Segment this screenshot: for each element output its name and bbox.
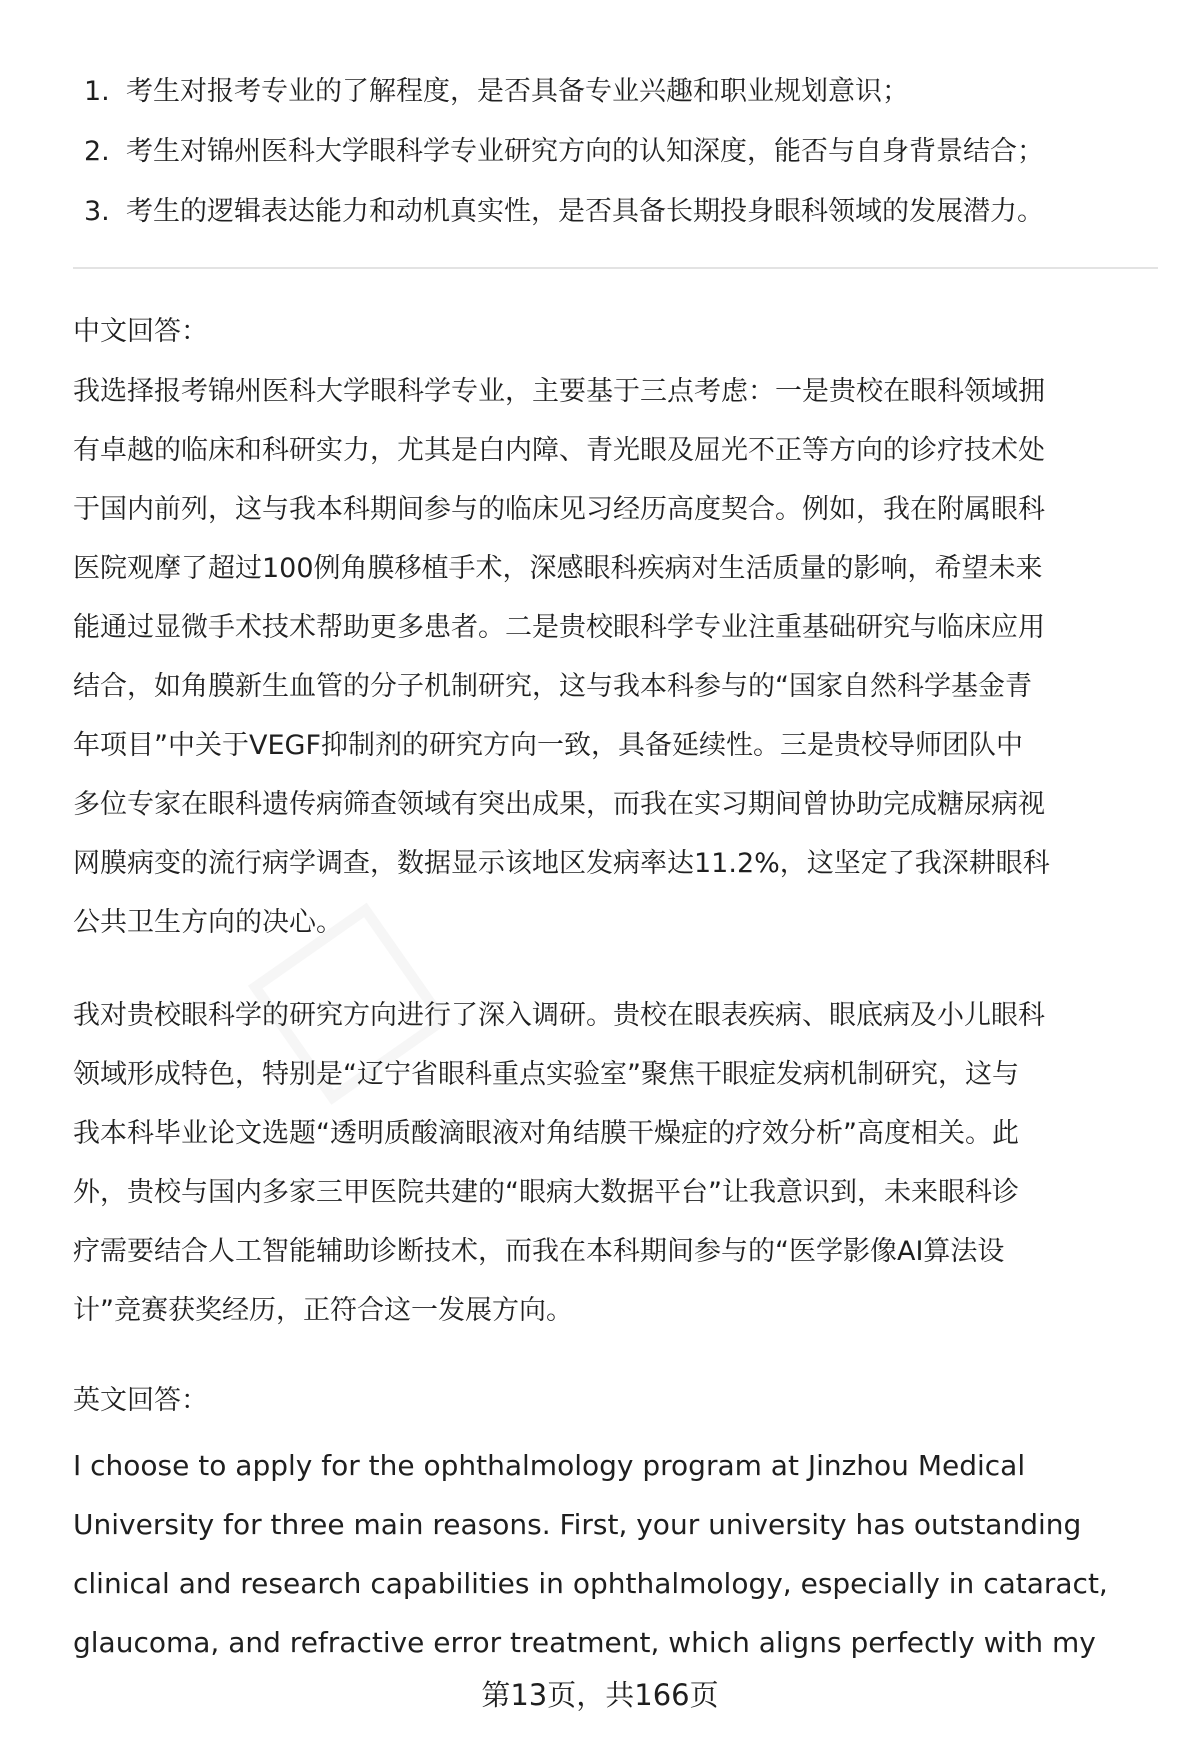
- paragraph-line: 公共卫生方向的决心。: [73, 907, 343, 938]
- paragraph-line: 有卓越的临床和科研实力，尤其是白内障、青光眼及屈光不正等方向的诊疗技术处: [73, 435, 1045, 466]
- chinese-paragraph-2: [73, 986, 1163, 1340]
- paragraph-line: 能通过显微手术技术帮助更多患者。二是贵校眼科学专业注重基础研究与临床应用: [73, 612, 1045, 643]
- paragraph-line: 于国内前列，这与我本科期间参与的临床见习经历高度契合。例如，我在附属眼科: [73, 494, 1045, 525]
- criteria-text: 考生的逻辑表达能力和动机真实性，是否具备长期投身眼科领域的发展潜力。: [126, 196, 1044, 227]
- criteria-text: 考生对报考专业的了解程度，是否具备专业兴趣和职业规划意识；: [126, 76, 909, 107]
- paragraph-line: 我对贵校眼科学的研究方向进行了深入调研。贵校在眼表疾病、眼底病及小儿眼科: [73, 1000, 1045, 1031]
- paragraph-line: I choose to apply for the ophthalmology program at Jinzhou Medical: [73, 1449, 1026, 1482]
- chinese-answer-label: 中文回答：: [73, 316, 208, 347]
- criteria-list: [84, 62, 1164, 242]
- paragraph-line: 年项目”中关于VEGF抑制剂的研究方向一致，具备延续性。三是贵校导师团队中: [73, 730, 1023, 761]
- chinese-paragraph-1: [73, 362, 1163, 952]
- criteria-item: [84, 182, 1164, 242]
- paragraph-line: 我本科毕业论文选题“透明质酸滴眼液对角结膜干燥症的疗效分析”高度相关。此: [73, 1118, 1019, 1149]
- paragraph-line: 多位专家在眼科遗传病筛查领域有突出成果，而我在实习期间曾协助完成糖尿病视: [73, 789, 1045, 820]
- paragraph-line: 疗需要结合人工智能辅助诊断技术，而我在本科期间参与的“医学影像AI算法设: [73, 1236, 1005, 1267]
- criteria-item: [84, 122, 1164, 182]
- criteria-text: 考生对锦州医科大学眼科学专业研究方向的认知深度，能否与自身背景结合；: [126, 136, 1044, 167]
- paragraph-line: University for three main reasons. First, your university has outstanding: [73, 1508, 1082, 1541]
- page-number: 第13页，共166页: [481, 1678, 719, 1712]
- criteria-number: 2.: [84, 136, 110, 167]
- paragraph-line: glaucoma, and refractive error treatment, which aligns perfectly with my: [73, 1626, 1096, 1659]
- paragraph-line: 计”竞赛获奖经历，正符合这一发展方向。: [73, 1295, 573, 1326]
- paragraph-line: 医院观摩了超过100例角膜移植手术，深感眼科疾病对生活质量的影响，希望未来: [73, 553, 1043, 584]
- criteria-number: 1.: [84, 76, 110, 107]
- paragraph-line: 网膜病变的流行病学调查，数据显示该地区发病率达11.2%，这坚定了我深耕眼科: [73, 848, 1050, 879]
- section-divider: [73, 267, 1158, 269]
- criteria-number: 3.: [84, 196, 110, 227]
- paragraph-line: 结合，如角膜新生血管的分子机制研究，这与我本科参与的“国家自然科学基金青: [73, 671, 1032, 702]
- paragraph-line: 领域形成特色，特别是“辽宁省眼科重点实验室”聚焦干眼症发病机制研究，这与: [73, 1059, 1019, 1090]
- english-answer-label: 英文回答：: [73, 1385, 208, 1416]
- english-paragraph: [73, 1436, 1163, 1672]
- criteria-item: [84, 62, 1164, 122]
- paragraph-line: clinical and research capabilities in ophthalmology, especially in cataract,: [73, 1567, 1108, 1600]
- paragraph-line: 外，贵校与国内多家三甲医院共建的“眼病大数据平台”让我意识到，未来眼科诊: [73, 1177, 1019, 1208]
- paragraph-line: 我选择报考锦州医科大学眼科学专业，主要基于三点考虑：一是贵校在眼科领域拥: [73, 376, 1045, 407]
